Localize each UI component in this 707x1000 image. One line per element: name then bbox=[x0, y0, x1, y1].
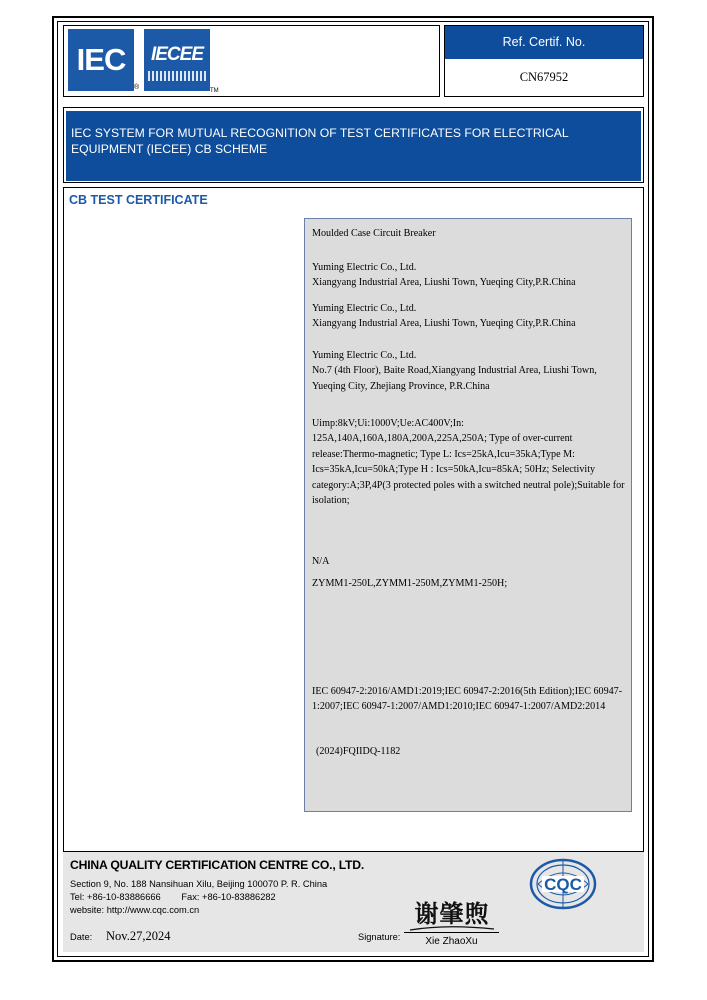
iec-logo bbox=[68, 29, 134, 91]
standard-field: IEC 60947-2:2016/AMD1:2019;IEC 60947-2:2016(5th Edition);IEC 60947-1:2007;IEC 60947-1:2007/AMD1:2010;IEC 60947-1:2007/AMD2:2014 bbox=[312, 686, 623, 713]
applicant-name: Yuming Electric Co., Ltd. bbox=[312, 262, 417, 273]
registered-mark: ® bbox=[134, 84, 140, 91]
signature-label: Signature: bbox=[358, 932, 401, 942]
issuer-website: website: http://www.cqc.com.cn bbox=[70, 905, 200, 915]
manufacturer-name: Yuming Electric Co., Ltd. bbox=[312, 303, 417, 314]
signatory-name: Xie ZhaoXu bbox=[425, 936, 478, 947]
product-field: Moulded Case Circuit Breaker bbox=[312, 228, 436, 239]
trademark-field: N/A bbox=[312, 556, 330, 567]
trademark-mark: TM bbox=[210, 88, 219, 94]
factory-address-line-2: Yueqing City, Zhejiang Province, P.R.China bbox=[312, 381, 490, 392]
date-label: Date: bbox=[70, 932, 93, 942]
factory-address-line-1: No.7 (4th Floor), Baite Road,Xiangyang Industrial Area, Liushi Town, bbox=[312, 365, 597, 376]
factory-name: Yuming Electric Co., Ltd. bbox=[312, 350, 417, 361]
signature-line bbox=[404, 932, 499, 933]
scheme-banner bbox=[66, 111, 641, 181]
issuer-name: CHINA QUALITY CERTIFICATION CENTRE CO., LTD. bbox=[70, 858, 365, 872]
ref-certificate-label: Ref. Certif. No. bbox=[445, 26, 643, 59]
issuer-address: Section 9, No. 188 Nansihuan Xilu, Beijing 100070 P. R. China bbox=[70, 879, 328, 889]
ref-certificate-number: CN67952 bbox=[519, 70, 569, 84]
iecee-logo-stripes bbox=[148, 71, 206, 81]
iec-logo-text: IEC bbox=[76, 42, 126, 77]
certificate-title: CB TEST CERTIFICATE bbox=[69, 193, 208, 207]
issue-date: Nov.27,2024 bbox=[106, 929, 171, 943]
iecee-logo bbox=[144, 29, 210, 91]
cqc-logo-text: CQC bbox=[544, 875, 582, 894]
issuer-contact: Tel: +86-10-83886666 Fax: +86-10-83886282 bbox=[70, 892, 276, 902]
manufacturer-address: Xiangyang Industrial Area, Liushi Town, Yueqing City,P.R.China bbox=[312, 318, 576, 329]
scheme-banner-text: IEC SYSTEM FOR MUTUAL RECOGNITION OF TEST CERTIFICATES FOR ELECTRICAL EQUIPMENT (IECEE) CB SCHEME bbox=[71, 126, 569, 156]
handwritten-signature bbox=[406, 894, 498, 934]
ratings-field: Uimp:8kV;Ui:1000V;Ue:AC400V;In: 125A,140A,160A,180A,200A,225A,250A; Type of over-current release:Thermo-magnetic; Type L: Ics=25kA,Icu=35kA;Type M: Ics=35kA,Icu=50kA;Type H : Ics=50kA,Icu=85kA; 50Hz; Selectivity category:A;3P,4P(3 protected poles with a switched neutral pole);Suitable for isolation; bbox=[312, 418, 625, 507]
model-field: ZYMM1-250L,ZYMM1-250M,ZYMM1-250H; bbox=[312, 578, 508, 589]
report-reference: (2024)FQIIDQ-1182 bbox=[316, 746, 401, 757]
applicant-address: Xiangyang Industrial Area, Liushi Town, Yueqing City,P.R.China bbox=[312, 277, 576, 288]
cqc-logo bbox=[529, 858, 597, 910]
iecee-logo-text: IECEE bbox=[150, 44, 204, 65]
svg-text:谢肇煦: 谢肇煦 bbox=[414, 900, 490, 928]
